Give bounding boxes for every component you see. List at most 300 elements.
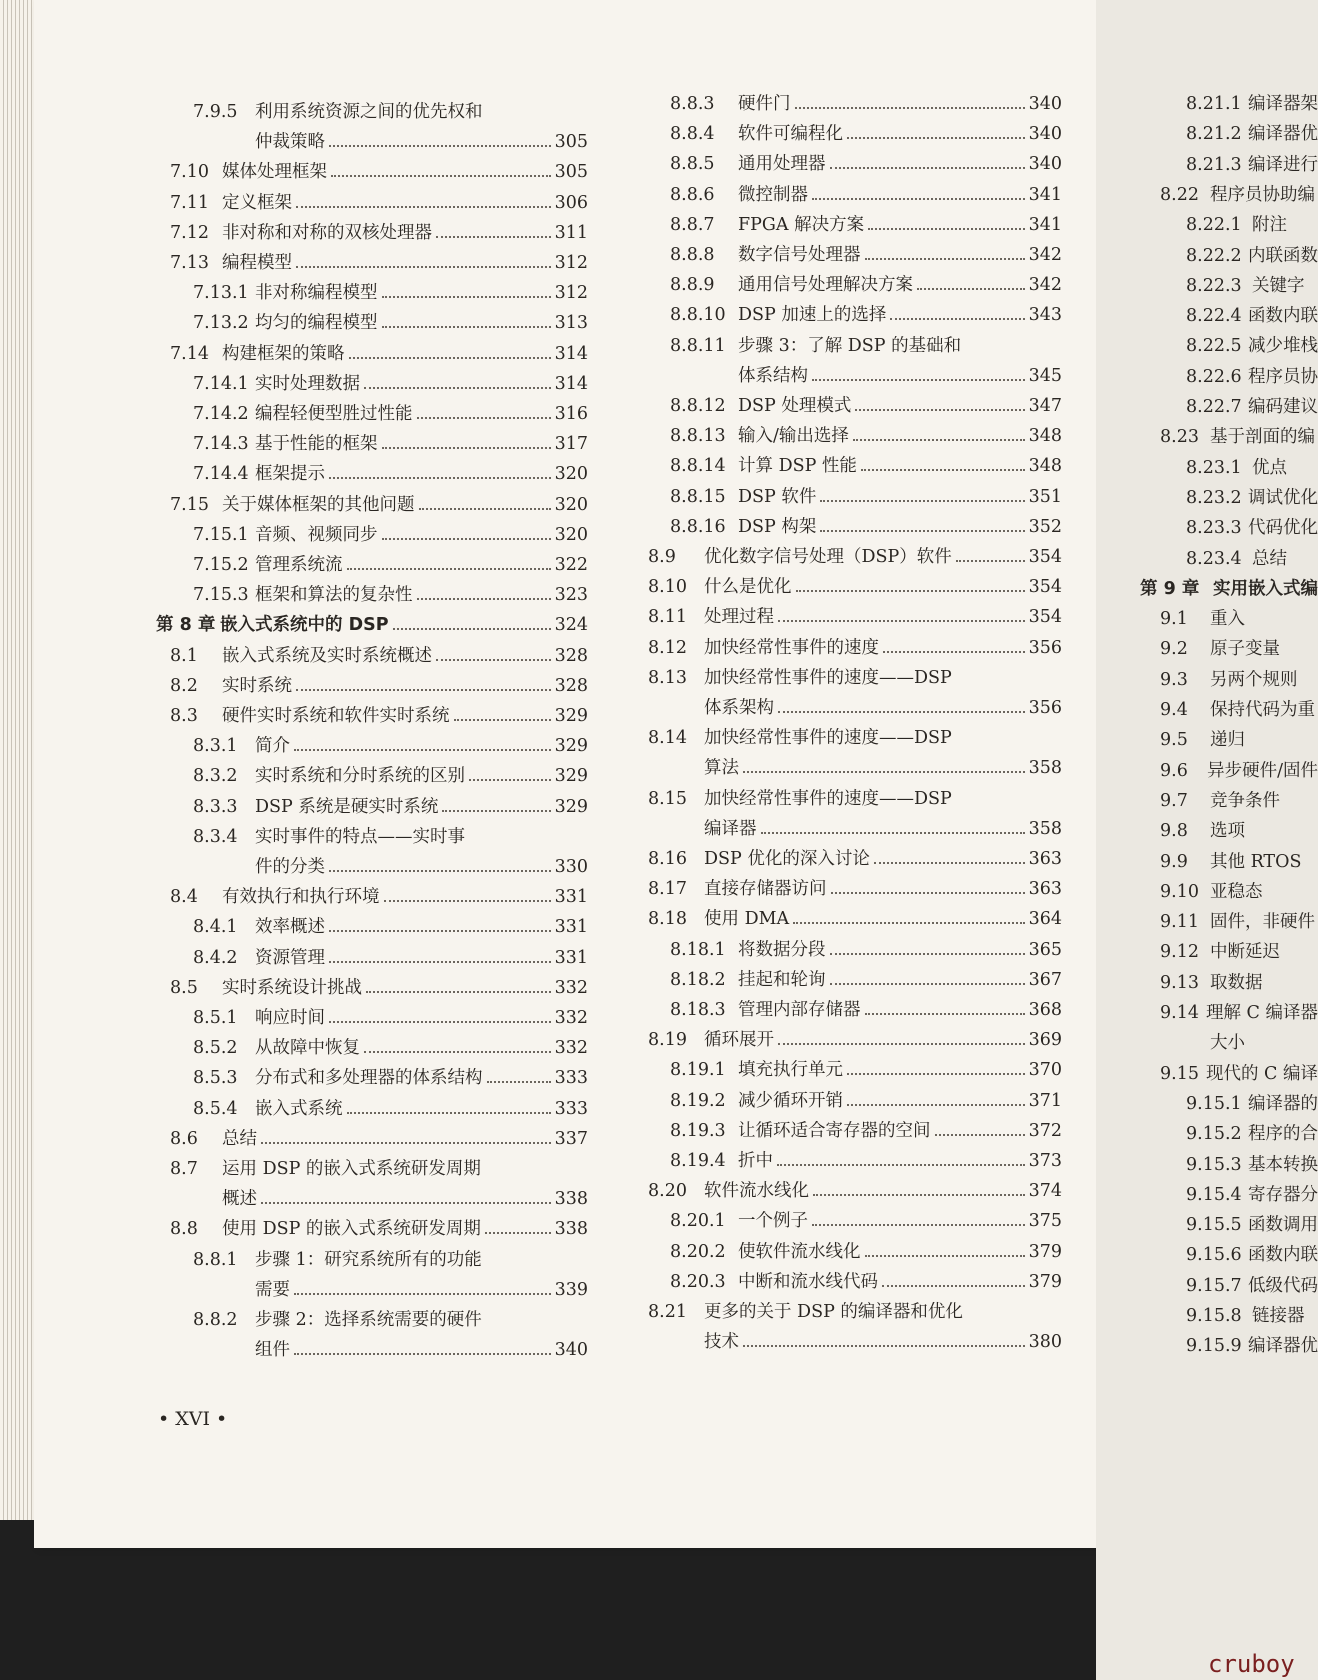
leader-dots — [364, 1050, 551, 1053]
toc-entry — [670, 152, 1062, 176]
toc-entry-number: 7.14.4 — [193, 464, 249, 485]
leader-dots — [294, 748, 551, 751]
leader-dots — [847, 1072, 1025, 1075]
toc-entry-number: 8.8.12 — [670, 396, 726, 416]
leader-dots — [294, 1292, 551, 1295]
toc-entry — [170, 1157, 588, 1181]
toc-entry-page: 320 — [554, 524, 588, 545]
toc-entry-number: 8.4.2 — [193, 947, 238, 968]
toc-entry-title: 中断延迟 — [1210, 942, 1280, 963]
toc-entry-title: 填充执行单元 — [738, 1060, 843, 1081]
toc-entry — [193, 1006, 588, 1030]
toc-entry — [670, 1270, 1062, 1294]
toc-entry-number: 8.8.5 — [670, 154, 715, 175]
toc-entry-title: 使用 DMA — [704, 909, 790, 930]
toc-entry-title: 嵌入式系统及实时系统概述 — [222, 645, 432, 666]
toc-entry-title: 实时系统 — [222, 675, 292, 696]
toc-entry — [1186, 547, 1318, 571]
toc-entry-title: 处理过程 — [704, 607, 774, 628]
leader-dots — [831, 891, 1025, 894]
toc-entry — [670, 454, 1062, 478]
toc-entry-number: 7.13.1 — [193, 283, 249, 304]
toc-entry-title: 什么是优化 — [704, 577, 792, 598]
leader-dots — [382, 295, 551, 298]
leader-dots — [329, 1020, 551, 1023]
toc-entry-number: 8.8.3 — [670, 94, 715, 114]
toc-entry-title: 效率概述 — [255, 917, 325, 938]
toc-entry-title: 挂起和轮询 — [738, 969, 826, 990]
toc-entry-number: 7.14.2 — [193, 404, 249, 424]
toc-entry-title: 使软件流水线化 — [738, 1241, 861, 1262]
toc-entry-title: 编码建议 — [1248, 397, 1318, 417]
toc-entry-title: 基本转换 — [1248, 1154, 1318, 1175]
toc-entry-number: 8.20.3 — [670, 1271, 726, 1292]
toc-entry-page: 340 — [1028, 94, 1062, 114]
toc-entry-title: 有效执行和执行环境 — [222, 887, 380, 908]
toc-entry-number: 8.19.1 — [670, 1060, 726, 1081]
toc-entry — [1186, 1153, 1318, 1177]
toc-entry-title: 构建框架的策略 — [222, 343, 345, 364]
toc-entry — [193, 311, 588, 335]
toc-entry-title: 内联函数 — [1248, 245, 1318, 266]
leader-dots — [296, 265, 551, 268]
toc-entry — [1186, 516, 1318, 540]
toc-entry-title: 硬件门 — [738, 94, 791, 114]
toc-entry-page: 358 — [1028, 818, 1062, 839]
toc-entry-number: 8.23.4 — [1186, 548, 1242, 569]
toc-entry-title: 管理内部存储器 — [738, 1000, 861, 1020]
toc-entry-number: 8.9 — [648, 547, 676, 567]
toc-entry-number: 8.22.5 — [1186, 336, 1242, 357]
leader-dots — [436, 235, 551, 238]
toc-entry-page: 369 — [1028, 1030, 1062, 1051]
toc-entry-page: 329 — [554, 796, 588, 817]
toc-entry-page: 371 — [1028, 1090, 1062, 1111]
toc-entry-page: 379 — [1028, 1241, 1062, 1262]
toc-entry-number: 8.23.2 — [1186, 487, 1242, 508]
toc-entry-page: 372 — [1028, 1120, 1062, 1141]
toc-entry-number: 8.1 — [170, 645, 198, 666]
toc-entry — [1160, 1062, 1318, 1086]
toc-entry — [670, 1058, 1062, 1082]
toc-entry-number: 8.5.4 — [193, 1098, 238, 1119]
toc-entry-title: 函数调用 — [1248, 1215, 1318, 1236]
leader-dots — [853, 438, 1025, 441]
leader-dots — [761, 831, 1025, 834]
toc-entry-number: 8.18.1 — [670, 939, 726, 960]
toc-entry — [170, 885, 588, 909]
toc-entry — [1186, 1213, 1318, 1237]
toc-entry-page: 305 — [554, 132, 588, 153]
toc-entry — [648, 787, 1062, 811]
leader-dots — [882, 1284, 1025, 1287]
leader-dots — [329, 869, 551, 872]
toc-entry-number: 7.15 — [170, 494, 209, 515]
toc-entry-number: 8.8.14 — [670, 456, 726, 477]
leader-dots — [442, 809, 550, 812]
watermark-text: cruboy — [1208, 1650, 1295, 1678]
leader-dots — [419, 507, 551, 510]
toc-entry-title: 递归 — [1210, 730, 1245, 751]
leader-dots — [349, 356, 551, 359]
toc-entry-page: 342 — [1028, 275, 1062, 296]
toc-entry — [1186, 1334, 1318, 1358]
toc-entry-title: 原子变量 — [1210, 639, 1280, 660]
leader-dots — [347, 567, 551, 570]
toc-entry-number: 8.19.2 — [670, 1090, 726, 1111]
toc-entry-title: 运用 DSP 的嵌入式系统研发周期 — [222, 1159, 481, 1179]
toc-entry-title: 框架提示 — [255, 464, 325, 485]
toc-entry-page: 347 — [1028, 396, 1062, 416]
toc-entry-page: 354 — [1028, 607, 1062, 628]
toc-entry-number: 8.21.3 — [1186, 154, 1242, 175]
toc-entry-number: 8.3 — [170, 706, 198, 726]
toc-entry-title: 优点 — [1252, 457, 1287, 478]
toc-entry-number: 8.4 — [170, 887, 198, 908]
toc-entry — [670, 1240, 1062, 1264]
toc-entry — [1160, 425, 1318, 449]
toc-entry — [670, 998, 1062, 1022]
toc-entry-title: 加快经常性事件的速度——DSP — [704, 788, 952, 809]
toc-entry-page: 331 — [554, 917, 588, 938]
toc-entry — [193, 462, 588, 486]
leader-dots — [347, 1111, 551, 1114]
page-folio: • XVI • — [158, 1408, 228, 1430]
toc-entry-number: 7.9.5 — [193, 102, 238, 122]
toc-entry-number: 8.6 — [170, 1128, 198, 1149]
toc-entry — [170, 160, 588, 184]
toc-entry-title: 代码优化 — [1248, 518, 1318, 539]
toc-entry-page: 363 — [1028, 879, 1062, 900]
toc-entry-number: 9.13 — [1160, 972, 1199, 993]
toc-entry — [670, 334, 1062, 358]
leader-dots — [874, 861, 1025, 864]
toc-entry — [1186, 213, 1318, 237]
toc-entry-title: 更多的关于 DSP 的编译器和优化 — [704, 1302, 963, 1322]
toc-entry-number: 7.10 — [170, 162, 209, 183]
toc-entry-page: 313 — [554, 313, 588, 334]
toc-entry-title: DSP 系统是硬实时系统 — [255, 796, 439, 817]
leader-dots — [469, 778, 551, 781]
toc-entry — [648, 817, 1062, 841]
toc-entry-title: 总结 — [1252, 548, 1287, 569]
toc-entry — [648, 726, 1062, 750]
toc-entry-title: 实用嵌入式编 — [1213, 578, 1318, 599]
toc-entry-number: 8.3.2 — [193, 766, 238, 787]
toc-entry-number: 9.6 — [1160, 760, 1188, 781]
toc-entry-number: 7.14 — [170, 343, 209, 364]
leader-dots — [382, 446, 551, 449]
toc-entry-title: DSP 处理模式 — [738, 396, 852, 416]
toc-entry — [1186, 395, 1318, 419]
toc-entry — [193, 855, 588, 879]
leader-dots — [329, 144, 551, 147]
toc-entry-title: 循环展开 — [704, 1030, 774, 1051]
toc-entry-number: 8.8.11 — [670, 335, 726, 356]
toc-entry-number: 8.23.1 — [1186, 457, 1242, 478]
toc-entry-title: 步骤 1：研究系统所有的功能 — [255, 1249, 482, 1270]
toc-entry — [670, 1089, 1062, 1113]
leader-dots — [485, 1231, 551, 1234]
toc-entry-title: 资源管理 — [255, 947, 325, 968]
toc-entry — [1186, 334, 1318, 358]
toc-entry-title: 加快经常性事件的速度——DSP — [704, 667, 952, 688]
toc-entry-title: 另两个规则 — [1210, 669, 1298, 690]
toc-entry — [170, 1127, 588, 1151]
toc-entry-number: 8.8.6 — [670, 184, 715, 205]
toc-entry-title: 实时事件的特点——实时事 — [255, 826, 465, 847]
toc-entry-page: 311 — [554, 222, 588, 243]
toc-entry — [648, 696, 1062, 720]
toc-entry — [648, 877, 1062, 901]
toc-entry-title: 基于性能的框架 — [255, 434, 378, 455]
toc-entry-number: 8.18.2 — [670, 969, 726, 990]
toc-entry — [170, 342, 588, 366]
toc-entry — [648, 847, 1062, 871]
leader-dots — [261, 1201, 551, 1204]
toc-entry — [1140, 577, 1318, 601]
toc-entry-page: 373 — [1028, 1151, 1062, 1171]
toc-entry-title: DSP 优化的深入讨论 — [704, 849, 870, 869]
toc-entry — [1160, 728, 1318, 752]
toc-entry-title: 异步硬件/固件 — [1207, 760, 1318, 781]
toc-entry-title: 理解 C 编译器 — [1205, 1003, 1318, 1023]
toc-entry-title: 关键字 — [1252, 275, 1305, 296]
toc-entry-number: 9.7 — [1160, 790, 1188, 811]
toc-entry — [1186, 92, 1318, 116]
toc-entry-number: 7.15.1 — [193, 524, 249, 545]
toc-entry-page: 306 — [554, 192, 588, 213]
toc-entry-title: 固件，非硬件 — [1210, 912, 1315, 933]
toc-entry-number: 8.5.3 — [193, 1068, 238, 1089]
toc-entry-number: 8.19.4 — [670, 1151, 726, 1171]
leader-dots — [830, 166, 1025, 169]
leader-dots — [847, 1103, 1025, 1106]
toc-entry — [1160, 759, 1318, 783]
toc-entry-number: 7.14.1 — [193, 373, 249, 394]
toc-entry-page: 345 — [1028, 365, 1062, 386]
toc-entry-title: 基于剖面的编 — [1210, 427, 1315, 448]
toc-entry-number: 9.11 — [1160, 912, 1199, 933]
toc-entry-title: 编程模型 — [222, 253, 292, 273]
toc-entry — [648, 636, 1062, 660]
toc-entry-page: 358 — [1028, 758, 1062, 779]
toc-entry-page: 367 — [1028, 969, 1062, 990]
toc-entry-page: 348 — [1028, 456, 1062, 477]
toc-entry-page: 312 — [554, 283, 588, 304]
toc-entry-number: 9.15.5 — [1186, 1215, 1242, 1236]
toc-entry-title: 均匀的编程模型 — [255, 313, 378, 334]
toc-entry — [1160, 698, 1318, 722]
toc-entry-title: 函数内联 — [1248, 306, 1318, 327]
toc-entry-page: 328 — [554, 645, 588, 666]
leader-dots — [793, 921, 1024, 924]
toc-entry-title: 编译器的 — [1248, 1093, 1318, 1114]
toc-entry — [193, 915, 588, 939]
toc-entry — [648, 666, 1062, 690]
toc-entry-number: 9.15.9 — [1186, 1336, 1242, 1357]
toc-entry-title: 算法 — [704, 758, 739, 779]
leader-dots — [847, 136, 1025, 139]
toc-entry-title: 将数据分段 — [738, 939, 826, 960]
toc-entry-title: 实时系统和分时系统的区别 — [255, 766, 465, 787]
toc-entry — [193, 523, 588, 547]
toc-entry — [670, 968, 1062, 992]
toc-entry-title: 中断和流水线代码 — [738, 1271, 878, 1292]
leader-dots — [778, 710, 1025, 713]
toc-entry-title: 总结 — [222, 1128, 257, 1149]
toc-entry-title: 使用 DSP 的嵌入式系统研发周期 — [222, 1219, 481, 1240]
toc-entry-number: 8.8.2 — [193, 1310, 238, 1330]
toc-entry-number: 8.13 — [648, 667, 687, 688]
toc-entry-title: 重入 — [1210, 609, 1245, 630]
toc-entry-page: 331 — [554, 887, 588, 908]
leader-dots — [743, 770, 1025, 773]
toc-entry-title: DSP 构架 — [738, 516, 817, 537]
toc-entry — [1160, 789, 1318, 813]
toc-entry-title: DSP 软件 — [738, 486, 817, 507]
toc-entry — [193, 1338, 588, 1362]
toc-entry — [670, 938, 1062, 962]
toc-entry-number: 8.23 — [1160, 427, 1199, 448]
toc-entry-page: 317 — [554, 434, 588, 455]
toc-entry-number: 8.22.2 — [1186, 245, 1242, 266]
toc-entry — [1160, 940, 1318, 964]
toc-entry-page: 331 — [554, 947, 588, 968]
toc-entry — [193, 1036, 588, 1060]
toc-entry — [1160, 819, 1318, 843]
toc-entry-title: 嵌入式系统 — [255, 1098, 343, 1119]
toc-entry-number: 8.23.3 — [1186, 518, 1242, 539]
toc-entry-number: 8.21.2 — [1186, 124, 1242, 145]
toc-entry-title: 折中 — [738, 1151, 773, 1171]
toc-entry-title: 现代的 C 编译 — [1205, 1063, 1318, 1084]
toc-entry-title: 体系结构 — [738, 365, 808, 386]
toc-entry-number: 8.21.1 — [1186, 94, 1242, 114]
toc-entry-number: 8.8.13 — [670, 426, 726, 447]
toc-entry — [1186, 1274, 1318, 1298]
toc-entry-page: 320 — [554, 494, 588, 515]
toc-entry-number: 9.15.2 — [1186, 1124, 1242, 1145]
toc-entry — [193, 734, 588, 758]
toc-entry-title: 从故障中恢复 — [255, 1038, 360, 1059]
toc-entry-title: 输入/输出选择 — [738, 426, 849, 447]
toc-entry — [1186, 274, 1318, 298]
toc-entry-number: 9.4 — [1160, 700, 1188, 720]
toc-entry-number: 9.15 — [1160, 1063, 1199, 1084]
toc-entry — [1186, 1243, 1318, 1267]
toc-entry-title: 框架和算法的复杂性 — [255, 585, 413, 606]
toc-entry-page: 356 — [1028, 698, 1062, 718]
toc-entry — [648, 1028, 1062, 1052]
toc-entry — [193, 1248, 588, 1272]
toc-entry-number: 9.5 — [1160, 730, 1188, 751]
toc-entry-page: 338 — [554, 1189, 588, 1210]
toc-entry-number: 8.7 — [170, 1159, 198, 1179]
toc-entry — [193, 130, 588, 154]
toc-entry-page: 364 — [1028, 909, 1062, 930]
leader-dots — [865, 1012, 1025, 1015]
toc-entry — [193, 764, 588, 788]
leader-dots — [861, 468, 1025, 471]
leader-dots — [382, 325, 551, 328]
toc-entry-title: 需要 — [255, 1279, 290, 1300]
toc-entry-title: 步骤 2：选择系统需要的硬件 — [255, 1310, 482, 1330]
toc-entry-title: FPGA 解决方案 — [738, 214, 865, 235]
toc-entry-number: 8.14 — [648, 728, 687, 749]
toc-entry — [193, 402, 588, 426]
toc-entry-number: 8.3.3 — [193, 796, 238, 817]
toc-entry-number: 8.3.4 — [193, 826, 238, 847]
toc-entry — [1186, 1183, 1318, 1207]
toc-entry — [648, 545, 1062, 569]
toc-entry-title: 优化数字信号处理（DSP）软件 — [704, 547, 952, 567]
toc-entry — [1186, 365, 1318, 389]
toc-entry — [170, 191, 588, 215]
toc-entry-number: 8.8.9 — [670, 275, 715, 296]
toc-entry-number: 8.20.2 — [670, 1241, 726, 1262]
toc-entry-title: 实时系统设计挑战 — [222, 977, 362, 998]
toc-entry-number: 9.15.1 — [1186, 1093, 1242, 1114]
toc-entry-page: 348 — [1028, 426, 1062, 447]
toc-entry-number: 7.13.2 — [193, 313, 249, 334]
leader-dots — [487, 1080, 551, 1083]
leader-dots — [935, 1133, 1025, 1136]
toc-entry — [670, 122, 1062, 146]
toc-entry-number: 8.8.7 — [670, 214, 715, 235]
toc-entry — [1160, 637, 1318, 661]
toc-entry-page: 340 — [1028, 154, 1062, 175]
toc-entry — [193, 372, 588, 396]
toc-entry-title: 亚稳态 — [1210, 881, 1263, 902]
toc-entry — [670, 273, 1062, 297]
toc-entry — [1186, 304, 1318, 328]
toc-entry-number: 第 8 章 — [156, 615, 216, 636]
toc-entry — [170, 221, 588, 245]
toc-entry — [670, 183, 1062, 207]
leader-dots — [795, 106, 1025, 109]
toc-entry-page: 340 — [554, 1340, 588, 1361]
toc-entry-number: 8.11 — [648, 607, 687, 628]
toc-entry-page: 332 — [554, 977, 588, 998]
leader-dots — [329, 929, 551, 932]
toc-entry — [670, 1119, 1062, 1143]
toc-entry-title: 一个例子 — [738, 1211, 808, 1232]
toc-entry-title: 微控制器 — [738, 184, 808, 205]
toc-entry-title: 寄存器分 — [1248, 1184, 1318, 1205]
toc-entry-page: 312 — [554, 253, 588, 273]
toc-entry-page: 380 — [1028, 1332, 1062, 1353]
toc-entry — [648, 907, 1062, 931]
toc-entry-number: 8.5.2 — [193, 1038, 238, 1059]
toc-entry-number: 9.15.4 — [1186, 1184, 1242, 1205]
toc-entry — [670, 394, 1062, 418]
toc-entry-number: 9.9 — [1160, 851, 1188, 872]
toc-entry — [1186, 1092, 1318, 1116]
toc-entry-page: 329 — [554, 736, 588, 757]
toc-entry-number: 第 9 章 — [1140, 578, 1200, 599]
toc-entry-page: 316 — [554, 404, 588, 424]
toc-entry — [170, 644, 588, 668]
toc-entry-title: 硬件实时系统和软件实时系统 — [222, 706, 450, 726]
leader-dots — [813, 1193, 1025, 1196]
toc-entry — [670, 92, 1062, 116]
leader-dots — [820, 499, 1024, 502]
toc-entry-title: 步骤 3：了解 DSP 的基础和 — [738, 335, 962, 356]
toc-entry — [1160, 607, 1318, 631]
toc-entry-page: 338 — [554, 1219, 588, 1240]
leader-dots — [796, 589, 1025, 592]
